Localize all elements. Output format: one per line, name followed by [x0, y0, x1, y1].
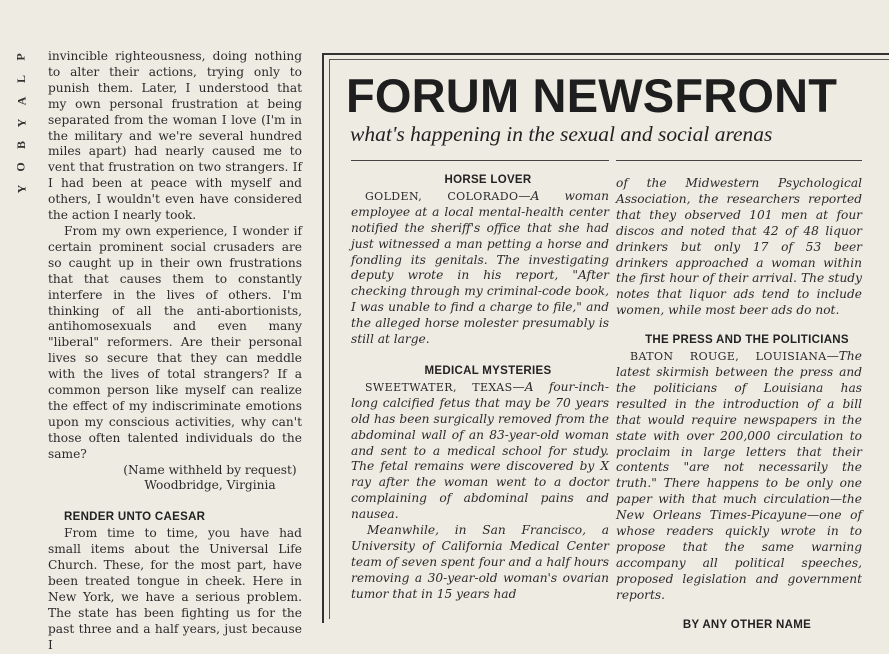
- letter-paragraph: From my own experience, I wonder if certain prominent social crusaders are so caught up in their own frustrations that that causes them to constantly interfere in the lives of others. I'm thinking of all the anti-abortionists, antihomosexuals and even many "liberal" reformers. Are their personal lives so secure that they can meddle with the lives of total strangers? If a common person like myself can realize the effect of my indiscriminate emotions upon my conscious activities, why can't those often talented individuals do the same?: [48, 223, 302, 461]
- forum-title: FORUM NEWSFRONT: [346, 69, 838, 122]
- news-text: Meanwhile, in San Francisco, a University of California Medical Center team of seven spent four and a half hours removing a 30-year-old woman's ovarian tumor that in 15 years had: [351, 523, 609, 601]
- margin-letter: Y: [13, 184, 28, 194]
- dateline: SWEETWATER, TEXAS: [365, 380, 513, 394]
- letters-column: [48, 49, 302, 654]
- signature-location: Woodbridge, Virginia: [144, 478, 276, 493]
- margin-letter: L: [13, 74, 28, 84]
- margin-letter: A: [13, 96, 28, 106]
- forum-subtitle: what's happening in the sexual and social arenas: [350, 122, 773, 146]
- margin-letter: B: [13, 140, 28, 150]
- news-heading: THE PRESS AND THE POLITICIANS: [645, 334, 849, 347]
- dateline: BATON ROUGE, LOUISIANA: [630, 350, 827, 364]
- news-text: —The latest skirmish between the press and the politicians of Louisiana has resulted in the introduction of a bill that would require newspapers in the state with over 200,000 circulation to proclaim in large letters that their contents "are not necessarily the truth." There happens to be only one paper with that much circulation—the New Orleans Times-Picayune—one of whose readers quickly wrote in to propose that the same warning accompany all political speeches, proposed legislation and government reports.: [616, 349, 862, 602]
- news-text: of the Midwestern Psychological Association, the researchers reported that they observed 101 men at four discos and noted that 42 of 48 liquor drinkers but only 17 of 53 beer drinkers approached a woman within the first hour of their arrival. The study notes that liquor ads tend to include women, while most beer ads do not.: [616, 176, 862, 318]
- magazine-margin-label: [9, 46, 33, 200]
- dateline: GOLDEN, COLORADO: [365, 189, 519, 203]
- letter-paragraph: From time to time, you have had small items about the Universal Life Church. These, for the most part, have been treated tongue in cheek. Here in New York, we have a serious problem. The state has been fighting us for the past three and a half years, just because I: [48, 526, 302, 652]
- margin-letter: Y: [13, 118, 28, 128]
- news-column-middle: [351, 173, 609, 603]
- news-item: [616, 349, 862, 604]
- column-rule: [351, 160, 609, 161]
- news-item: [351, 189, 609, 348]
- column-rule: [616, 160, 862, 161]
- letter-signature: [48, 463, 302, 495]
- news-item: [351, 380, 609, 523]
- news-heading: MEDICAL MYSTERIES: [424, 364, 552, 377]
- news-text: —A four-inch-long calcified fetus that may be 70 years old has been surgically removed from the abdominal wall of an 83-year-old woman and sent to a medical school for study. The fetal remains were discovered by X ray after the woman went to a doctor complaining of abdominal pains and nausea.: [351, 379, 609, 522]
- letter-paragraph: invincible righteousness, doing nothing to alter their actions, trying only to punish them. Later, I understood that my own personal frustration at being separated from the woman I love (I'm in the military and we're several hundred miles apart) had nearly caused me to vent that frustration on two strangers. If I had been at peace with myself and others, I wouldn't even have considered the action I nearly took.: [48, 49, 302, 223]
- news-column-right: [616, 176, 862, 633]
- news-heading: BY ANY OTHER NAME: [682, 618, 812, 631]
- news-heading: HORSE LOVER: [444, 174, 532, 186]
- margin-letter: P: [14, 53, 28, 61]
- letter-heading: RENDER UNTO CAESAR: [64, 511, 206, 524]
- news-text: —A woman employee at a local mental-health center notified the sheriff's office that she had just witnessed a man petting a horse and fondling its genitals. The investigating deputy wrote in his report, "After checking through my criminal-code book, I was unable to find a charge to file," and the alleged horse molester presumably is still at large.: [351, 188, 609, 347]
- margin-letter: O: [14, 162, 28, 172]
- signature-name: (Name withheld by request): [123, 462, 297, 477]
